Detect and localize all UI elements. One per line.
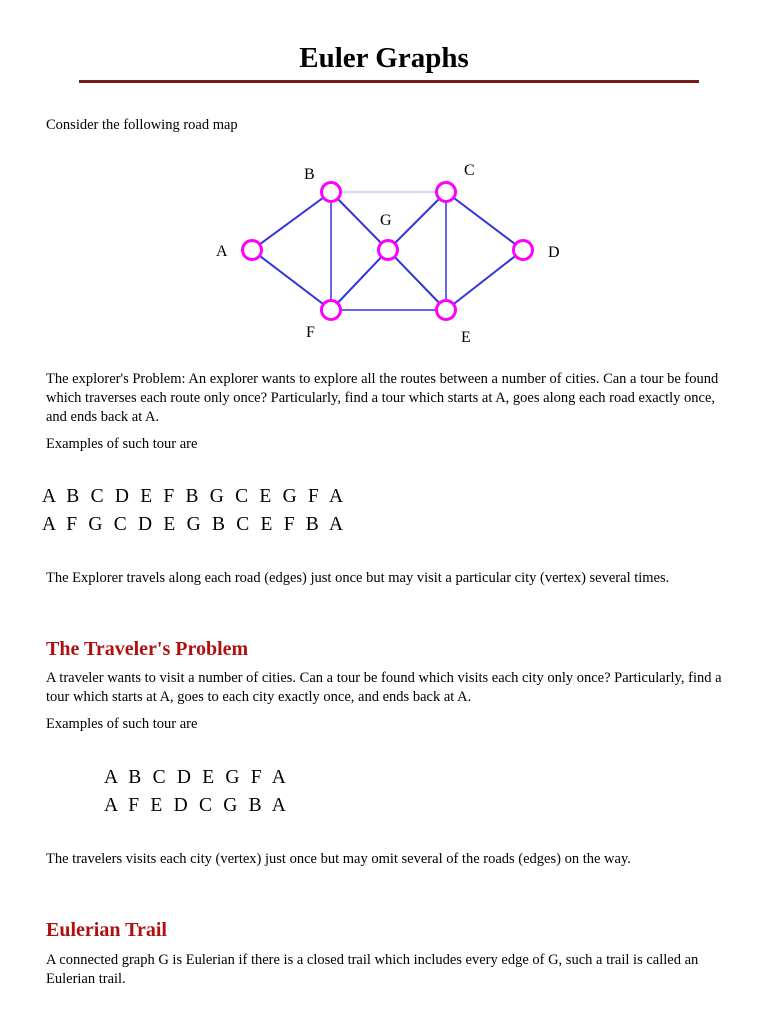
explorer-tour-1: A B C D E F B G C E G F A [42, 486, 344, 507]
vertex-label-g: G [380, 212, 392, 229]
vertex-f [322, 301, 341, 320]
vertex-label-f: F [306, 324, 315, 341]
traveler-heading: The Traveler's Problem [46, 638, 249, 660]
road-map-graph [200, 155, 580, 345]
vertex-label-d: D [548, 244, 560, 261]
vertex-c [437, 183, 456, 202]
intro-text: Consider the following road map [46, 117, 238, 133]
vertex-g [379, 241, 398, 260]
vertex-e [437, 301, 456, 320]
vertex-a [243, 241, 262, 260]
traveler-note: The travelers visits each city (vertex) just once but may omit several of the roads (edges) on the way. [46, 851, 631, 867]
edge-d-e [446, 250, 523, 310]
explorer-tours [42, 483, 343, 539]
graph-vertices [243, 183, 533, 320]
vertex-label-a: A [216, 243, 228, 260]
explorer-examples-label: Examples of such tour are [46, 436, 198, 452]
vertex-label-c: C [464, 162, 475, 179]
edge-c-d [446, 192, 523, 250]
vertex-label-b: B [304, 166, 315, 183]
page-title: Euler Graphs [299, 42, 469, 74]
edge-g-e [388, 250, 446, 310]
traveler-tour-2: A F E D C G B A [104, 795, 287, 816]
title-divider [79, 80, 699, 83]
eulerian-paragraph: A connected graph G is Eulerian if there is a closed trail which includes every edge of G, such a trail is called an Eulerian trail. [46, 952, 699, 987]
vertex-label-e: E [461, 329, 471, 345]
explorer-tour-2: A F G C D E G B C E F B A [42, 514, 344, 535]
traveler-examples-label: Examples of such tour are [46, 716, 198, 732]
edge-a-f [252, 250, 331, 310]
traveler-paragraph: A traveler wants to visit a number of cities. Can a tour be found which visits each city only once? Particularly, find a tour which starts at A, goes to each city exactly once, and ends back at A. [46, 670, 722, 705]
explorer-note: The Explorer travels along each road (edges) just once but may visit a particular city (vertex) several times. [46, 570, 670, 586]
eulerian-heading: Eulerian Trail [46, 919, 167, 941]
vertex-b [322, 183, 341, 202]
explorer-paragraph: The explorer's Problem: An explorer wants to explore all the routes between a number of cities. Can a tour be found which traverses each route only once? Particularly, find a tour which starts at A, goes along each road exactly once, and ends back at A. [46, 371, 719, 425]
edge-a-b [252, 192, 331, 250]
edge-g-c [388, 192, 446, 250]
traveler-tour-1: A B C D E G F A [104, 767, 287, 788]
vertex-d [514, 241, 533, 260]
traveler-tours [104, 764, 286, 820]
edge-f-g [331, 250, 388, 310]
